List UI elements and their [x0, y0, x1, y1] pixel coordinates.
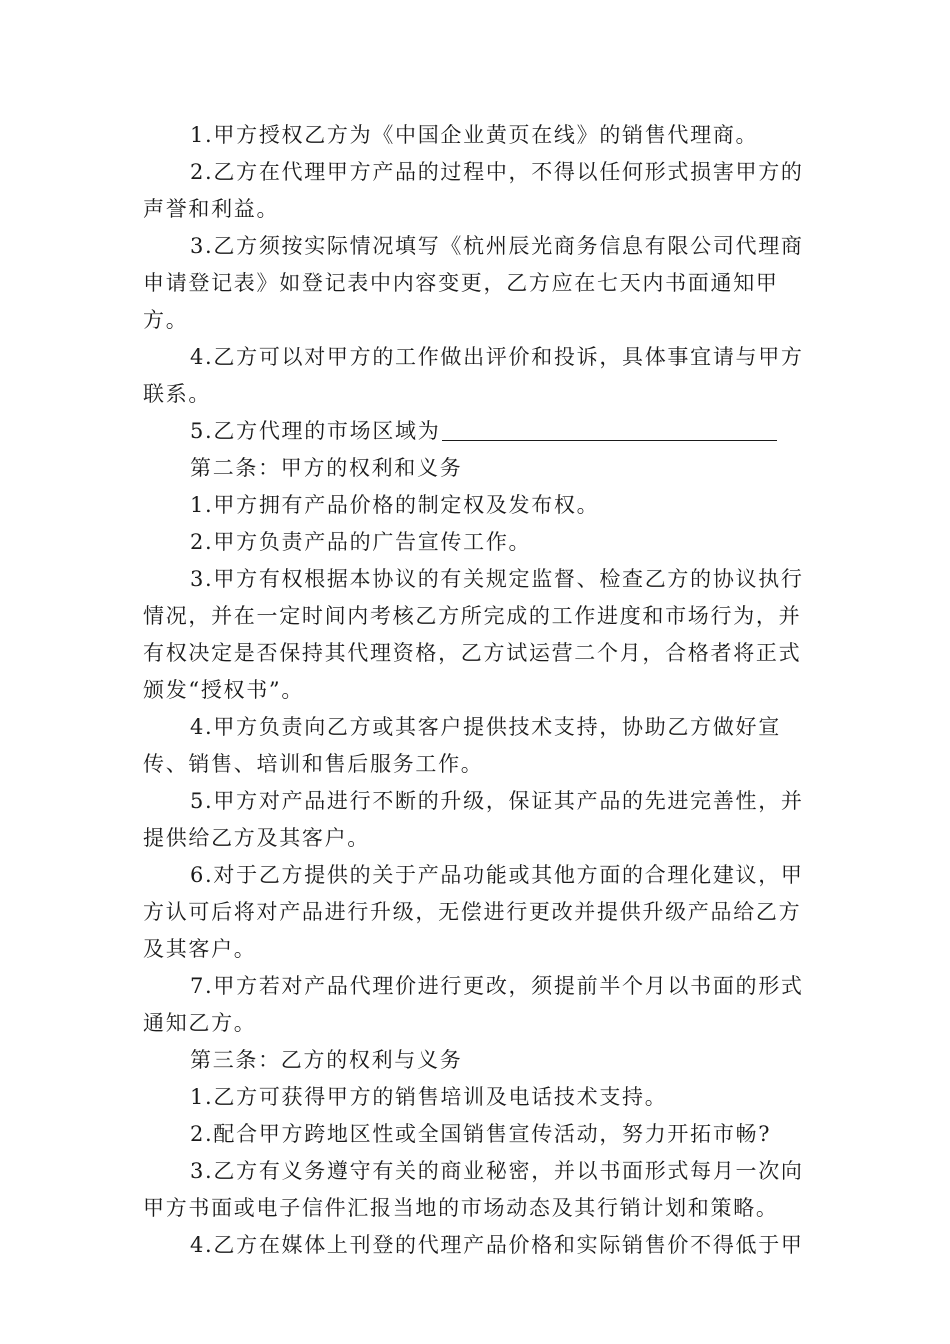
paragraph: 3.甲方有权根据本协议的有关规定监督、检查乙方的协议执行情况，并在一定时间内考核乙方所完成的工作进度和市场行为，并有权决定是否保持其代理资格，乙方试运营二个月，合格者将正式颁发“授权书”。 — [143, 567, 804, 702]
paragraph-text: 5.乙方代理的市场区域为 — [190, 419, 441, 443]
paragraph: 7.甲方若对产品代理价进行更改，须提前半个月以书面的形式通知乙方。 — [143, 974, 804, 1035]
paragraph: 4.乙方可以对甲方的工作做出评价和投诉，具体事宜请与甲方联系。 — [143, 345, 804, 406]
paragraph: 1.甲方授权乙方为《中国企业黄页在线》的销售代理商。 — [190, 123, 759, 147]
paragraph: 2.配合甲方跨地区性或全国销售宣传活动，努力开拓市畅? — [190, 1122, 772, 1146]
document-body — [143, 117, 818, 1264]
paragraph: 6.对于乙方提供的关于产品功能或其他方面的合理化建议，甲方认可后将对产品进行升级，无偿进行更改并提供升级产品给乙方及其客户。 — [143, 863, 804, 961]
paragraph: 2.甲方负责产品的广告宣传工作。 — [190, 530, 532, 554]
paragraph: 3.乙方有义务遵守有关的商业秘密，并以书面形式每月一次向甲方书面或电子信件汇报当地的市场动态及其行销计划和策略。 — [143, 1159, 804, 1220]
paragraph: 5.甲方对产品进行不断的升级，保证其产品的先进完善性，并提供给乙方及其客户。 — [143, 789, 804, 850]
section-heading: 第二条：甲方的权利和义务 — [190, 456, 463, 480]
paragraph: 4.甲方负责向乙方或其客户提供技术支持，协助乙方做好宣传、销售、培训和售后服务工作。 — [143, 715, 781, 776]
paragraph: 3.乙方须按实际情况填写《杭州辰光商务信息有限公司代理商申请登记表》如登记表中内容变更，乙方应在七天内书面通知甲方。 — [143, 234, 804, 332]
paragraph: 2.乙方在代理甲方产品的过程中，不得以任何形式损害甲方的声誉和利益。 — [143, 160, 804, 221]
paragraph-with-blank — [143, 413, 818, 450]
paragraph: 1.乙方可获得甲方的销售培训及电话技术支持。 — [190, 1085, 668, 1109]
section-heading: 第三条：乙方的权利与义务 — [190, 1048, 463, 1072]
paragraph: 4.乙方在媒体上刊登的代理产品价格和实际销售价不得低于甲 — [190, 1233, 804, 1257]
paragraph: 1.甲方拥有产品价格的制定权及发布权。 — [190, 493, 600, 517]
fill-in-blank-line — [442, 418, 777, 441]
